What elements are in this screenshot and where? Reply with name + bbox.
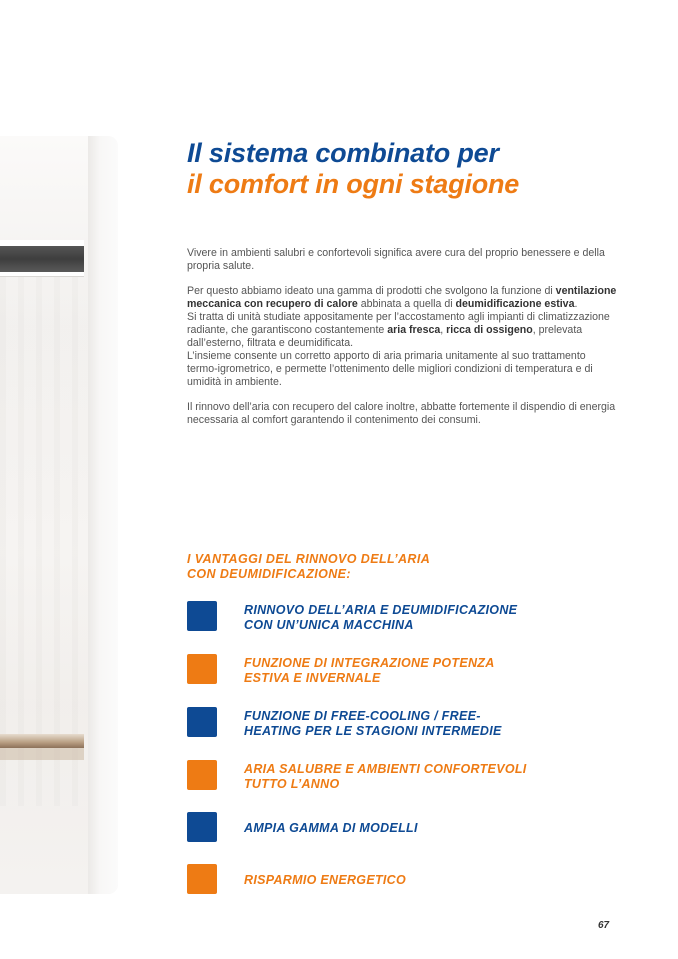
bold-text: aria fresca bbox=[387, 324, 441, 337]
paragraph-2 bbox=[187, 285, 617, 388]
bold-text: ventilazione meccanica con recupero di calore bbox=[187, 285, 617, 311]
text-run: , prelevata dall’esterno, filtrata e deumidificata. bbox=[187, 324, 583, 350]
bold-text: ricca di ossigeno bbox=[446, 324, 533, 337]
ac-grill bbox=[0, 246, 84, 272]
square-bullet-icon bbox=[187, 864, 217, 894]
benefit-label bbox=[244, 873, 604, 888]
benefit-item bbox=[187, 812, 607, 844]
benefit-line-2: CON UN’UNICA MACCHINA bbox=[244, 617, 414, 632]
benefit-item bbox=[187, 601, 607, 633]
square-bullet-icon bbox=[187, 812, 217, 842]
paragraph-3 bbox=[187, 401, 617, 427]
text-run: L’insieme consente un corretto apporto di aria primaria unitamente al suo trattamento termo-igrometrico, e permette l’ottenimento delle migliori condizioni di temperatura e di umidità in ambiente. bbox=[187, 349, 593, 388]
benefit-line-1: AMPIA GAMMA DI MODELLI bbox=[244, 821, 418, 835]
window-frame bbox=[88, 136, 118, 894]
benefit-label bbox=[244, 656, 604, 685]
benefit-line-2: TUTTO L’ANNO bbox=[244, 776, 340, 791]
benefits-heading-line-1: I VANTAGGI DEL RINNOVO DELL’ARIA bbox=[187, 552, 431, 566]
bold-text: deumidificazione estiva bbox=[455, 298, 575, 311]
wooden-shelf bbox=[0, 734, 84, 748]
benefit-line-2: ESTIVA E INVERNALE bbox=[244, 670, 381, 685]
benefit-label bbox=[244, 709, 604, 738]
page-number: 67 bbox=[598, 920, 610, 931]
benefit-label bbox=[244, 603, 604, 632]
square-bullet-icon bbox=[187, 601, 217, 631]
benefit-label bbox=[244, 821, 604, 836]
benefit-item bbox=[187, 707, 607, 739]
intro-text bbox=[187, 247, 617, 440]
square-bullet-icon bbox=[187, 760, 217, 790]
text-run: Per questo abbiamo ideato una gamma di prodotti che svolgono la funzione di bbox=[187, 285, 556, 298]
square-bullet-icon bbox=[187, 654, 217, 684]
benefit-label bbox=[244, 762, 604, 791]
text-run: , bbox=[440, 324, 447, 337]
benefit-line-1: FUNZIONE DI INTEGRAZIONE POTENZA bbox=[244, 656, 495, 670]
benefit-line-1: RISPARMIO ENERGETICO bbox=[244, 873, 407, 887]
benefits-heading-line-2: CON DEUMIDIFICAZIONE: bbox=[187, 566, 351, 581]
paragraph-1 bbox=[187, 247, 617, 273]
benefit-line-2: HEATING PER LE STAGIONI INTERMEDIE bbox=[244, 723, 502, 738]
benefit-item bbox=[187, 760, 607, 792]
benefits-heading bbox=[187, 552, 527, 581]
text-run: abbinata a quella di bbox=[357, 298, 456, 311]
title-line-2: il comfort in ogni stagione bbox=[187, 169, 520, 199]
wood-surface bbox=[0, 748, 84, 760]
window-background bbox=[0, 246, 88, 806]
title-line-1: Il sistema combinato per bbox=[187, 138, 499, 168]
benefit-item bbox=[187, 864, 607, 896]
interior-photo bbox=[0, 136, 118, 894]
benefit-line-1: RINNOVO DELL’ARIA E DEUMIDIFICAZIONE bbox=[244, 603, 518, 617]
text-run: Vivere in ambienti salubri e confortevoli significa avere cura del proprio benessere e della propria salute. bbox=[187, 247, 605, 272]
benefit-item bbox=[187, 654, 607, 686]
page-title bbox=[187, 138, 519, 200]
air-conditioner-unit bbox=[0, 240, 84, 276]
benefit-line-1: FUNZIONE DI FREE-COOLING / FREE- bbox=[244, 709, 481, 723]
text-run: Il rinnovo dell’aria con recupero del calore inoltre, abbatte fortemente il dispendio di energia necessaria al comfort garantendo il contenimento dei consumi. bbox=[187, 401, 616, 427]
text-run: Si tratta di unità studiate appositamente per l’accostamento agli impianti di climatizzazione radiante, che garantiscono costantemente bbox=[187, 311, 610, 337]
square-bullet-icon bbox=[187, 707, 217, 737]
benefit-line-1: ARIA SALUBRE E AMBIENTI CONFORTEVOLI bbox=[244, 762, 527, 776]
text-run: . bbox=[574, 298, 578, 311]
